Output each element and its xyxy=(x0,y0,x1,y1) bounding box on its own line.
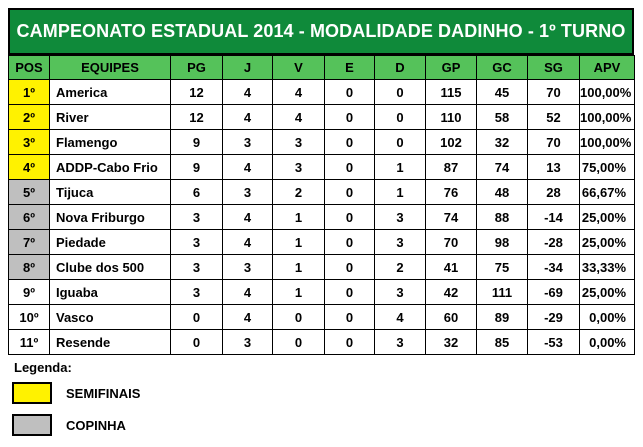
cell-e: 0 xyxy=(325,80,375,105)
cell-v: 1 xyxy=(273,230,325,255)
cell-v: 0 xyxy=(273,305,325,330)
cell-apv: 33,33% xyxy=(580,255,635,280)
legend xyxy=(8,359,634,441)
cell-j: 3 xyxy=(223,180,273,205)
cell-apv: 25,00% xyxy=(580,205,635,230)
cell-d: 3 xyxy=(375,205,426,230)
table-row xyxy=(9,230,635,255)
cell-team: Nova Friburgo xyxy=(50,205,171,230)
legend-item-copinha xyxy=(8,409,634,441)
cell-gc: 85 xyxy=(477,330,528,355)
cell-j: 4 xyxy=(223,230,273,255)
cell-apv: 25,00% xyxy=(580,230,635,255)
cell-sg: 13 xyxy=(528,155,580,180)
column-header-gp: GP xyxy=(426,56,477,80)
table-row xyxy=(9,80,635,105)
header-row xyxy=(9,56,635,80)
cell-apv: 100,00% xyxy=(580,80,635,105)
cell-v: 1 xyxy=(273,280,325,305)
cell-v: 3 xyxy=(273,130,325,155)
cell-gc: 89 xyxy=(477,305,528,330)
cell-e: 0 xyxy=(325,280,375,305)
cell-team: River xyxy=(50,105,171,130)
cell-sg: -28 xyxy=(528,230,580,255)
cell-v: 4 xyxy=(273,105,325,130)
cell-sg: 70 xyxy=(528,130,580,155)
table-row xyxy=(9,330,635,355)
cell-pg: 6 xyxy=(171,180,223,205)
cell-pg: 9 xyxy=(171,155,223,180)
cell-apv: 25,00% xyxy=(580,280,635,305)
cell-sg: 52 xyxy=(528,105,580,130)
cell-e: 0 xyxy=(325,180,375,205)
cell-d: 0 xyxy=(375,130,426,155)
cell-apv: 66,67% xyxy=(580,180,635,205)
legend-label-semifinais: SEMIFINAIS xyxy=(66,385,141,401)
cell-apv: 75,00% xyxy=(580,155,635,180)
cell-gc: 48 xyxy=(477,180,528,205)
column-header-e: E xyxy=(325,56,375,80)
cell-pos: 10º xyxy=(9,305,50,330)
cell-pos: 1º xyxy=(9,80,50,105)
cell-gp: 74 xyxy=(426,205,477,230)
cell-pg: 3 xyxy=(171,230,223,255)
cell-v: 2 xyxy=(273,180,325,205)
legend-label-copinha: COPINHA xyxy=(66,417,126,433)
cell-apv: 0,00% xyxy=(580,305,635,330)
cell-gc: 45 xyxy=(477,80,528,105)
table-row xyxy=(9,105,635,130)
cell-pos: 3º xyxy=(9,130,50,155)
cell-d: 4 xyxy=(375,305,426,330)
cell-gp: 102 xyxy=(426,130,477,155)
cell-pg: 12 xyxy=(171,105,223,130)
cell-gp: 60 xyxy=(426,305,477,330)
cell-sg: -69 xyxy=(528,280,580,305)
cell-e: 0 xyxy=(325,330,375,355)
cell-d: 2 xyxy=(375,255,426,280)
cell-pg: 3 xyxy=(171,205,223,230)
cell-pos: 11º xyxy=(9,330,50,355)
cell-pg: 9 xyxy=(171,130,223,155)
cell-pg: 3 xyxy=(171,255,223,280)
cell-team: Tijuca xyxy=(50,180,171,205)
column-header-sg: SG xyxy=(528,56,580,80)
cell-d: 0 xyxy=(375,105,426,130)
table-row xyxy=(9,155,635,180)
cell-v: 4 xyxy=(273,80,325,105)
cell-d: 0 xyxy=(375,80,426,105)
column-header-gc: GC xyxy=(477,56,528,80)
cell-sg: 70 xyxy=(528,80,580,105)
cell-team: Vasco xyxy=(50,305,171,330)
cell-e: 0 xyxy=(325,230,375,255)
cell-gc: 98 xyxy=(477,230,528,255)
cell-gp: 110 xyxy=(426,105,477,130)
cell-pg: 12 xyxy=(171,80,223,105)
legend-swatch-semifinais xyxy=(12,382,52,404)
cell-pg: 0 xyxy=(171,330,223,355)
column-header-d: D xyxy=(375,56,426,80)
cell-pg: 3 xyxy=(171,280,223,305)
table-row xyxy=(9,130,635,155)
cell-gc: 88 xyxy=(477,205,528,230)
table-row xyxy=(9,205,635,230)
cell-sg: -34 xyxy=(528,255,580,280)
cell-j: 3 xyxy=(223,255,273,280)
cell-team: Resende xyxy=(50,330,171,355)
cell-j: 4 xyxy=(223,105,273,130)
cell-sg: -14 xyxy=(528,205,580,230)
cell-pos: 8º xyxy=(9,255,50,280)
cell-gp: 76 xyxy=(426,180,477,205)
cell-pg: 0 xyxy=(171,305,223,330)
standings-sheet xyxy=(8,8,634,441)
column-header-pos: POS xyxy=(9,56,50,80)
cell-d: 3 xyxy=(375,230,426,255)
table-row xyxy=(9,280,635,305)
cell-sg: -53 xyxy=(528,330,580,355)
cell-e: 0 xyxy=(325,205,375,230)
standings-table xyxy=(8,55,635,355)
column-header-j: J xyxy=(223,56,273,80)
cell-team: Iguaba xyxy=(50,280,171,305)
cell-j: 4 xyxy=(223,80,273,105)
cell-gc: 58 xyxy=(477,105,528,130)
cell-d: 3 xyxy=(375,280,426,305)
cell-gp: 115 xyxy=(426,80,477,105)
table-row xyxy=(9,180,635,205)
cell-e: 0 xyxy=(325,130,375,155)
cell-gc: 111 xyxy=(477,280,528,305)
cell-apv: 0,00% xyxy=(580,330,635,355)
cell-e: 0 xyxy=(325,105,375,130)
cell-d: 1 xyxy=(375,180,426,205)
cell-d: 3 xyxy=(375,330,426,355)
cell-pos: 6º xyxy=(9,205,50,230)
cell-team: Clube dos 500 xyxy=(50,255,171,280)
cell-gc: 75 xyxy=(477,255,528,280)
cell-pos: 9º xyxy=(9,280,50,305)
table-title: CAMPEONATO ESTADUAL 2014 - MODALIDADE DADINHO - 1º TURNO xyxy=(8,8,634,55)
legend-item-semifinais xyxy=(8,377,634,409)
cell-pos: 5º xyxy=(9,180,50,205)
cell-d: 1 xyxy=(375,155,426,180)
column-header-equipes: EQUIPES xyxy=(50,56,171,80)
cell-gp: 32 xyxy=(426,330,477,355)
cell-v: 1 xyxy=(273,205,325,230)
cell-sg: -29 xyxy=(528,305,580,330)
cell-sg: 28 xyxy=(528,180,580,205)
cell-j: 4 xyxy=(223,280,273,305)
cell-gp: 87 xyxy=(426,155,477,180)
cell-gp: 42 xyxy=(426,280,477,305)
column-header-apv: APV xyxy=(580,56,635,80)
cell-team: Flamengo xyxy=(50,130,171,155)
cell-v: 0 xyxy=(273,330,325,355)
cell-e: 0 xyxy=(325,255,375,280)
cell-j: 4 xyxy=(223,205,273,230)
cell-pos: 7º xyxy=(9,230,50,255)
legend-swatch-copinha xyxy=(12,414,52,436)
table-row xyxy=(9,305,635,330)
cell-pos: 2º xyxy=(9,105,50,130)
cell-v: 1 xyxy=(273,255,325,280)
cell-e: 0 xyxy=(325,305,375,330)
cell-pos: 4º xyxy=(9,155,50,180)
cell-gc: 74 xyxy=(477,155,528,180)
column-header-pg: PG xyxy=(171,56,223,80)
cell-j: 4 xyxy=(223,155,273,180)
cell-e: 0 xyxy=(325,155,375,180)
cell-team: ADDP-Cabo Frio xyxy=(50,155,171,180)
cell-gp: 70 xyxy=(426,230,477,255)
cell-team: America xyxy=(50,80,171,105)
cell-apv: 100,00% xyxy=(580,105,635,130)
legend-title: Legenda: xyxy=(14,360,72,375)
cell-team: Piedade xyxy=(50,230,171,255)
cell-gp: 41 xyxy=(426,255,477,280)
cell-v: 3 xyxy=(273,155,325,180)
cell-j: 3 xyxy=(223,130,273,155)
standings-body xyxy=(9,80,635,355)
table-row xyxy=(9,255,635,280)
column-header-v: V xyxy=(273,56,325,80)
cell-gc: 32 xyxy=(477,130,528,155)
cell-j: 4 xyxy=(223,305,273,330)
cell-apv: 100,00% xyxy=(580,130,635,155)
cell-j: 3 xyxy=(223,330,273,355)
